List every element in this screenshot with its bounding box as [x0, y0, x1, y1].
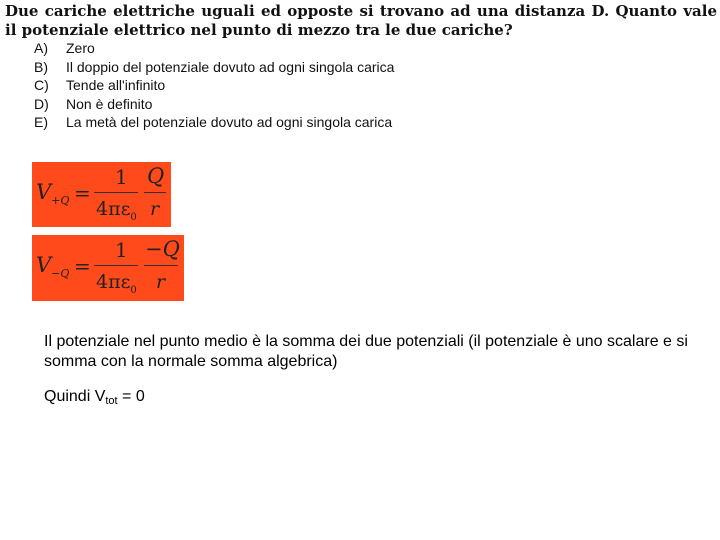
option-text: Tende all'infinito	[66, 77, 166, 93]
question-text: Due cariche elettriche uguali ed opposte si trovano ad una distanza D. Quanto vale il potenziale elettrico nel punto di mezzo tra le due cariche?	[5, 2, 717, 39]
option-letter: C)	[34, 77, 49, 93]
potential-symbol: V	[36, 180, 52, 204]
answer-options	[34, 39, 394, 132]
option-letter: D)	[34, 95, 49, 112]
fraction-bar	[144, 265, 178, 266]
formula-numerator: 1	[115, 238, 128, 262]
option-d	[34, 95, 394, 114]
conclusion-subscript: tot	[105, 395, 118, 407]
formula-equals: =	[74, 254, 91, 278]
conclusion-text	[44, 387, 145, 411]
denominator-text: 4πε	[96, 271, 131, 293]
explanation-text: Il potenziale nel punto medio è la somma dei due potenziali (il potenziale è uno scalare e si somma con la normale somma algebrica)	[44, 333, 688, 370]
option-letter: B)	[34, 58, 48, 75]
option-a	[34, 39, 394, 58]
formula-positive-charge	[32, 162, 171, 227]
fraction-bar	[94, 265, 138, 266]
formula-charge: −Q	[145, 237, 180, 261]
option-text: Non è definito	[66, 95, 153, 112]
epsilon-subscript: 0	[130, 212, 137, 223]
option-e	[34, 113, 394, 132]
option-text: Il doppio del potenziale dovuto ad ogni singola carica	[66, 58, 395, 75]
conclusion-prefix: Quindi V	[44, 388, 106, 405]
option-text: Zero	[66, 40, 95, 56]
epsilon-subscript: 0	[130, 285, 137, 296]
option-letter: A)	[34, 40, 48, 56]
formula-symbol	[36, 253, 69, 280]
formula-symbol	[36, 180, 69, 207]
formula-denominator	[96, 271, 137, 296]
denominator-text: 4πε	[96, 198, 131, 220]
potential-symbol: V	[36, 253, 52, 277]
formula-numerator: 1	[115, 165, 128, 189]
formula-equals: =	[74, 181, 91, 205]
formula-charge: Q	[147, 164, 165, 188]
option-letter: E)	[34, 114, 48, 130]
fraction-bar	[144, 192, 166, 193]
formula-subscript: −Q	[51, 267, 70, 280]
formula-denominator	[96, 198, 137, 223]
option-b	[34, 58, 394, 77]
option-c	[34, 76, 394, 95]
formula-negative-charge	[32, 235, 184, 301]
conclusion-suffix: = 0	[117, 388, 145, 405]
fraction-bar	[94, 192, 138, 193]
formula-distance: r	[156, 271, 166, 293]
option-text: La metà del potenziale dovuto ad ogni singola carica	[66, 114, 393, 130]
formula-distance: r	[150, 198, 160, 220]
formula-subscript: +Q	[51, 194, 70, 207]
